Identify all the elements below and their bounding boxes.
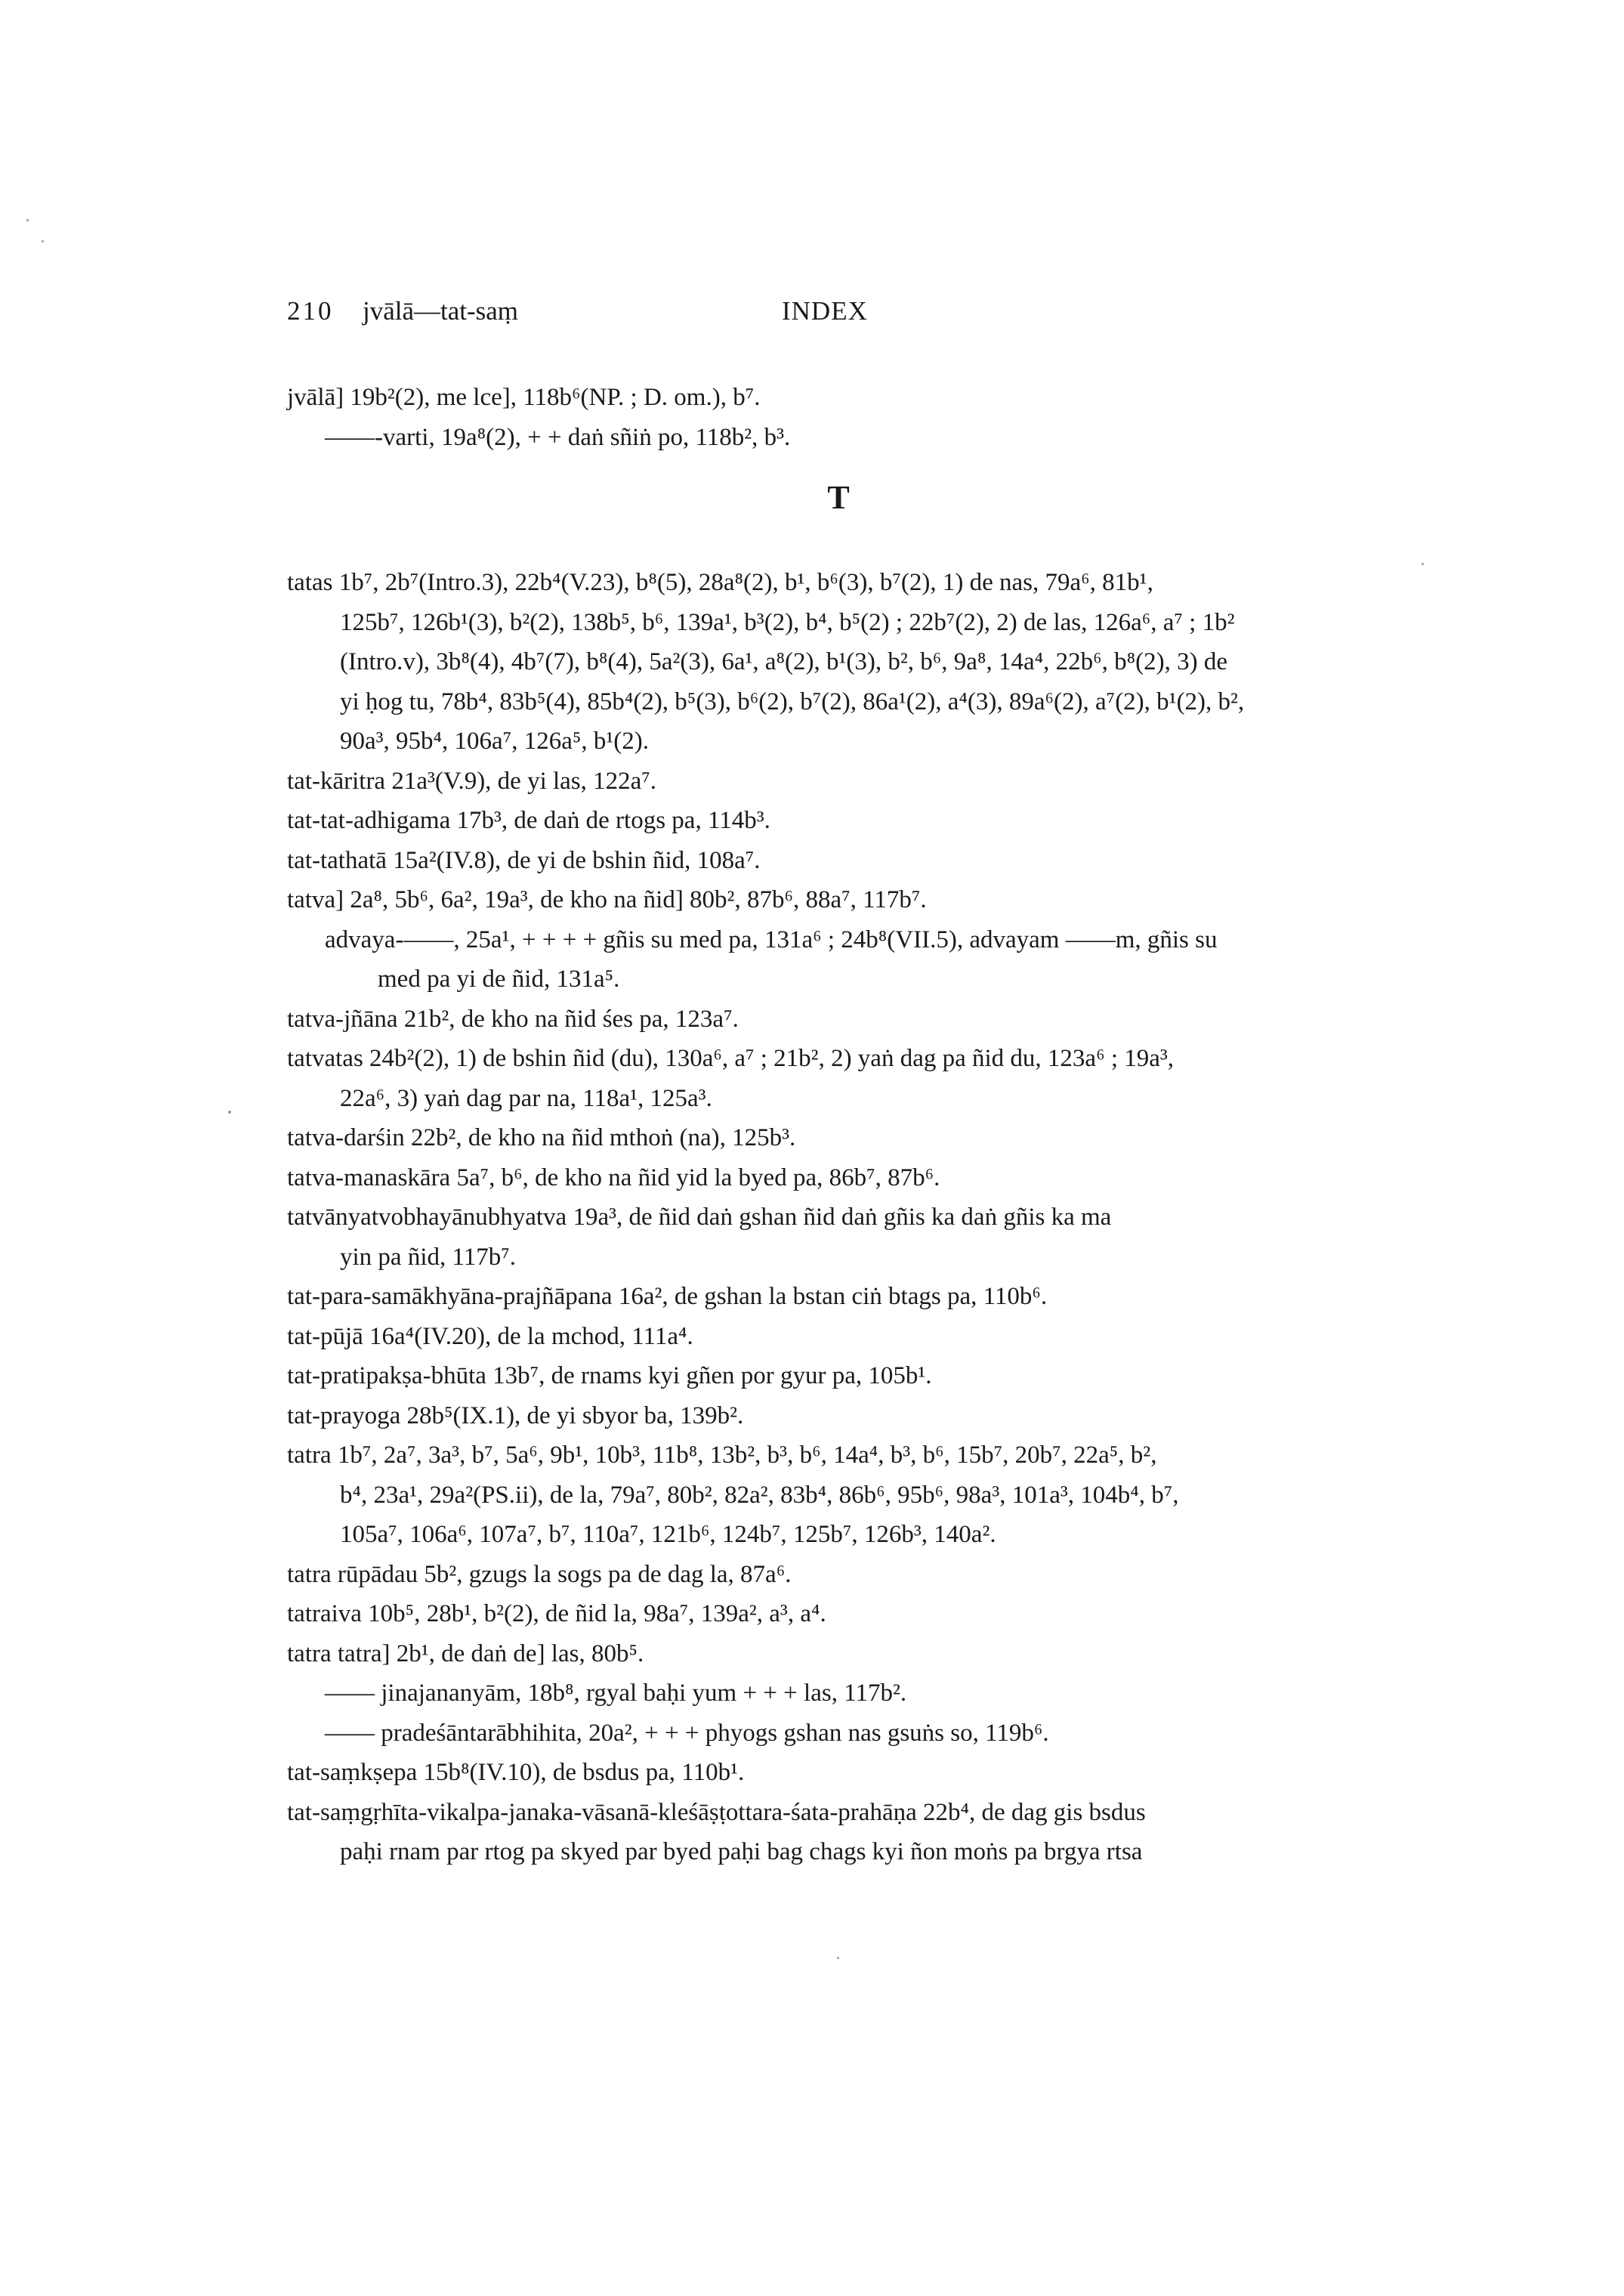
entry-continuation-line: b⁴, 23a¹, 29a²(PS.ii), de la, 79a⁷, 80b², 82a², 83b⁴, 86b⁶, 95b⁶, 98a³, 101a³, 104b⁴, b⁷,: [340, 1481, 1179, 1509]
entry-line: tatas 1b⁷, 2b⁷(Intro.3), 22b⁴(V.23), b⁸(5), 28a⁸(2), b¹, b⁶(3), b⁷(2), 1) de nas, 79a⁶, 81b¹,: [287, 569, 1153, 596]
index-entry: [287, 880, 1390, 920]
index-entry: [287, 1277, 1390, 1317]
entry-continuation-line: 90a³, 95b⁴, 106a⁷, 126a⁵, b¹(2).: [340, 728, 649, 755]
entry-line: tatraiva 10b⁵, 28b¹, b²(2), de ñid la, 98a⁷, 139a², a³, a⁴.: [287, 1600, 826, 1627]
index-entry: [287, 1118, 1390, 1158]
entry-continuation-line: yi ḥog tu, 78b⁴, 83b⁵(4), 85b⁴(2), b⁵(3), b⁶(2), b⁷(2), 86a¹(2), a⁴(3), 89a⁶(2), a⁷(2), b¹(2), b²,: [340, 688, 1245, 715]
header-entry-range: jvālā—tat-saṃ: [363, 296, 519, 326]
entry-line: tat-tat-adhigama 17b³, de daṅ de rtogs pa, 114b³.: [287, 807, 770, 834]
entry-line: tatva-darśin 22b², de kho na ñid mthoṅ (na), 125b³.: [287, 1124, 796, 1151]
entry-line: tatva] 2a⁸, 5b⁶, 6a², 19a³, de kho na ñid] 80b², 87b⁶, 88a⁷, 117b⁷.: [287, 886, 927, 913]
entry-line: tat-tathatā 15a²(IV.8), de yi de bshin ñid, 108a⁷.: [287, 846, 761, 874]
index-entry: [287, 1594, 1390, 1634]
index-entry: [287, 1197, 1390, 1277]
letter-heading: T: [827, 479, 850, 516]
entry-line: tat-pratipakṣa-bhūta 13b⁷, de rnams kyi gñen por gyur pa, 105b¹.: [287, 1362, 932, 1389]
scan-speck: [1422, 563, 1424, 565]
index-entry: [287, 1317, 1390, 1357]
index-entry: [287, 762, 1390, 802]
entry-line: —— pradeśāntarābhihita, 20a², + + + phyogs gshan nas gsuṅs so, 119b⁶.: [325, 1719, 1049, 1747]
index-body: [287, 378, 1390, 1872]
entry-continuation-line: (Intro.v), 3b⁸(4), 4b⁷(7), b⁸(4), 5a²(3), 6a¹, a⁸(2), b¹(3), b², b⁶, 9a⁸, 14a⁴, 22b⁶, b⁸(2), 3) de: [340, 648, 1227, 675]
entry-line: jvālā] 19b²(2), me lce], 118b⁶(NP. ; D. om.), b⁷.: [287, 384, 761, 411]
entry-continuation-line: paḥi rnam par rtog pa skyed par byed paḥi bag chags kyi ñon moṅs pa brgya rtsa: [340, 1838, 1143, 1865]
entry-line: tat-saṃkṣepa 15b⁸(IV.10), de bsdus pa, 110b¹.: [287, 1759, 745, 1786]
index-subentry: [287, 1673, 1390, 1714]
scan-speck: [837, 1957, 839, 1959]
scan-speck: [228, 1111, 231, 1114]
entry-line: tat-para-samākhyāna-prajñāpana 16a², de gshan la bstan ciṅ btags pa, 110b⁶.: [287, 1283, 1048, 1310]
index-entry: [287, 1435, 1390, 1555]
entry-continuation-line: 22a⁶, 3) yaṅ dag par na, 118a¹, 125a³.: [340, 1084, 712, 1112]
entry-line: tatra 1b⁷, 2a⁷, 3a³, b⁷, 5a⁶, 9b¹, 10b³, 11b⁸, 13b², b³, b⁶, 14a⁴, b³, b⁶, 15b⁷, 20b⁷, 22a⁵, b²,: [287, 1442, 1157, 1469]
entry-line: tatra rūpādau 5b², gzugs la sogs pa de dag la, 87a⁶.: [287, 1560, 792, 1588]
index-entry: [287, 1634, 1390, 1674]
running-header: [287, 296, 1390, 334]
scan-speck: [42, 240, 44, 243]
index-entry: [287, 1000, 1390, 1040]
entry-line: tatra tatra] 2b¹, de daṅ de] las, 80b⁵.: [287, 1639, 644, 1667]
index-entry: [287, 1793, 1390, 1872]
index-entry: [287, 563, 1390, 762]
entries-before-heading: [287, 378, 1390, 457]
scan-speck: [26, 219, 29, 221]
index-subentry: [287, 1714, 1390, 1754]
index-subentry: [287, 920, 1390, 1000]
entry-line: tatvatas 24b²(2), 1) de bshin ñid (du), 130a⁶, a⁷ ; 21b², 2) yaṅ dag pa ñid du, 123a⁶ ; 19a³,: [287, 1045, 1175, 1072]
index-entry: [287, 378, 1390, 418]
entry-line: tat-kāritra 21a³(V.9), de yi las, 122a⁷.: [287, 767, 657, 795]
index-entry: [287, 801, 1390, 841]
entries-after-heading: [287, 563, 1390, 1872]
entry-line: tatva-manaskāra 5a⁷, b⁶, de kho na ñid yid la byed pa, 86b⁷, 87b⁶.: [287, 1163, 940, 1191]
index-entry: [287, 1356, 1390, 1396]
entry-continuation-line: yin pa ñid, 117b⁷.: [340, 1243, 517, 1271]
index-subentry: [287, 418, 1390, 458]
index-entry: [287, 1753, 1390, 1793]
entry-line: —— jinajananyām, 18b⁸, rgyal baḥi yum + + + las, 117b².: [325, 1680, 907, 1707]
entry-line: tatva-jñāna 21b², de kho na ñid śes pa, 123a⁷.: [287, 1005, 739, 1033]
entry-continuation-line: med pa yi de ñid, 131a⁵.: [378, 966, 620, 993]
index-entry: [287, 1158, 1390, 1198]
entry-line: ——-varti, 19a⁸(2), + + daṅ sñiṅ po, 118b², b³.: [325, 423, 791, 451]
entry-line: tatvānyatvobhayānubhyatva 19a³, de ñid daṅ gshan ñid daṅ gñis ka daṅ gñis ka ma: [287, 1204, 1112, 1231]
index-entry: [287, 1039, 1390, 1118]
index-entry: [287, 1555, 1390, 1595]
entry-line: tat-saṃgṛhīta-vikalpa-janaka-vāsanā-kleśāṣṭottara-śata-prahāṇa 22b⁴, de dag gis bsdus: [287, 1798, 1146, 1826]
page-number: 210: [287, 296, 334, 326]
entry-line: tat-prayoga 28b⁵(IX.1), de yi sbyor ba, 139b².: [287, 1401, 744, 1429]
entry-line: advaya-——, 25a¹, + + + + gñis su med pa, 131a⁶ ; 24b⁸(VII.5), advayam ——m, gñis su: [325, 926, 1218, 953]
entry-line: tat-pūjā 16a⁴(IV.20), de la mchod, 111a⁴.: [287, 1322, 693, 1350]
entry-continuation-line: 125b⁷, 126b¹(3), b²(2), 138b⁵, b⁶, 139a¹, b³(2), b⁴, b⁵(2) ; 22b⁷(2), 2) de las, 126a⁶, a⁷ ; 1b²: [340, 608, 1235, 636]
entry-continuation-line: 105a⁷, 106a⁶, 107a⁷, b⁷, 110a⁷, 121b⁶, 124b⁷, 125b⁷, 126b³, 140a².: [340, 1521, 996, 1548]
index-entry: [287, 841, 1390, 881]
index-entry: [287, 1396, 1390, 1436]
header-section-title: INDEX: [782, 296, 868, 326]
